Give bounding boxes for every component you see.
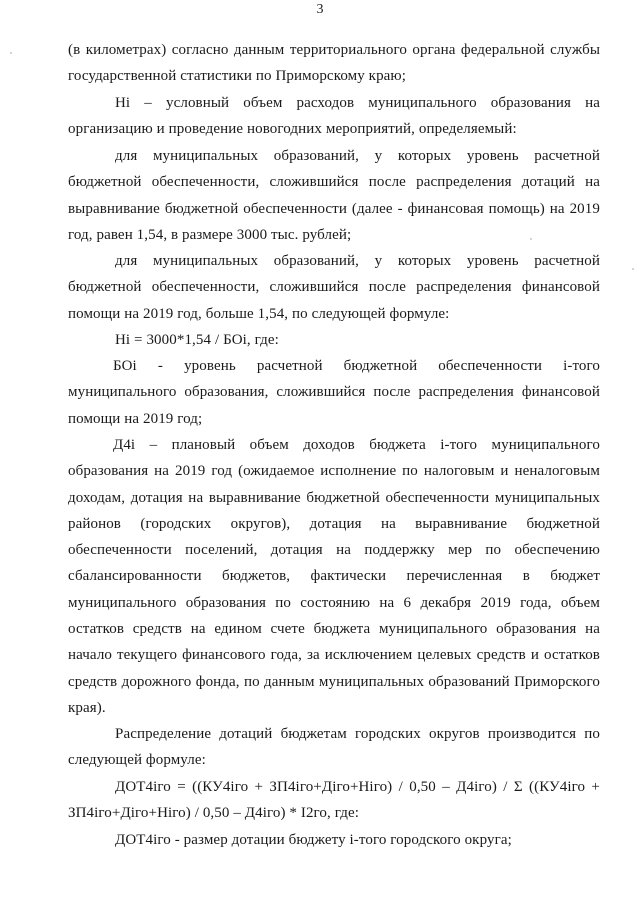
scan-speck (530, 238, 532, 240)
formula-hi: Hi = 3000*1,54 / БОi, где: (115, 332, 279, 348)
paragraph-hi-definition: Hi – условный объем расходов муниципального образования на организацию и проведение новогодних мероприятий, определяемый: (68, 95, 600, 138)
paragraph-distribution-intro: Распределение дотаций бюджетам городских округов производится по следующей формуле: (68, 726, 600, 769)
scan-speck (10, 52, 12, 54)
paragraph-distance-continuation: (в километрах) согласно данным территориального органа федеральной службы государственной статистики по Приморскому краю; (68, 42, 600, 85)
scan-speck (632, 268, 634, 270)
paragraph-boi-definition: БОi - уровень расчетной бюджетной обеспеченности i-того муниципального образования, сложившийся после распределения финансовой помощи на 2019 год; (68, 358, 600, 427)
paragraph-dot4igo-definition: ДОТ4iго - размер дотации бюджету i-того городского округа; (115, 832, 512, 848)
formula-dot4igo: ДОТ4iго = ((КУ4iго + ЗП4iго+Дiго+Hiго) / 0,50 – Д4iго) / Σ ((КУ4iго + ЗП4iго+Дiго+Hiго) / 0,50 – Д4iго) * I2го, где: (68, 779, 600, 822)
paragraph-hi-fixed-amount: для муниципальных образований, у которых уровень расчетной бюджетной обеспеченности, сложившийся после распределения дотаций на выравнивание бюджетной обеспеченности (далее - финансовая помощь) на 2019 год, равен 1,54, в размере 3000 тыс. рублей; (68, 148, 600, 243)
page-number: 3 (316, 2, 324, 17)
paragraph-hi-formula-condition: для муниципальных образований, у которых уровень расчетной бюджетной обеспеченности, сложившийся после распределения финансовой помощи на 2019 год, больше 1,54, по следующей формуле: (68, 253, 600, 322)
paragraph-d4i-definition: Д4i – плановый объем доходов бюджета i-того муниципального образования на 2019 год (ожидаемое исполнение по налоговым и неналоговым доходам, дотация на выравнивание бюджетной обеспеченности муниципальных районов (городских округов), дотация на выравнивание бюджетной обеспеченности поселений, дотация на поддержку мер по обеспечению сбалансированности бюджетов, фактически перечисленная в бюджет муниципального образования по состоянию на 6 декабря 2019 года, объем остатков средств на едином счете бюджета муниципального образования на начало текущего финансового года, за исключением целевых средств и остатков средств дорожного фонда, по данным муниципальных образований Приморского края). (68, 437, 600, 716)
